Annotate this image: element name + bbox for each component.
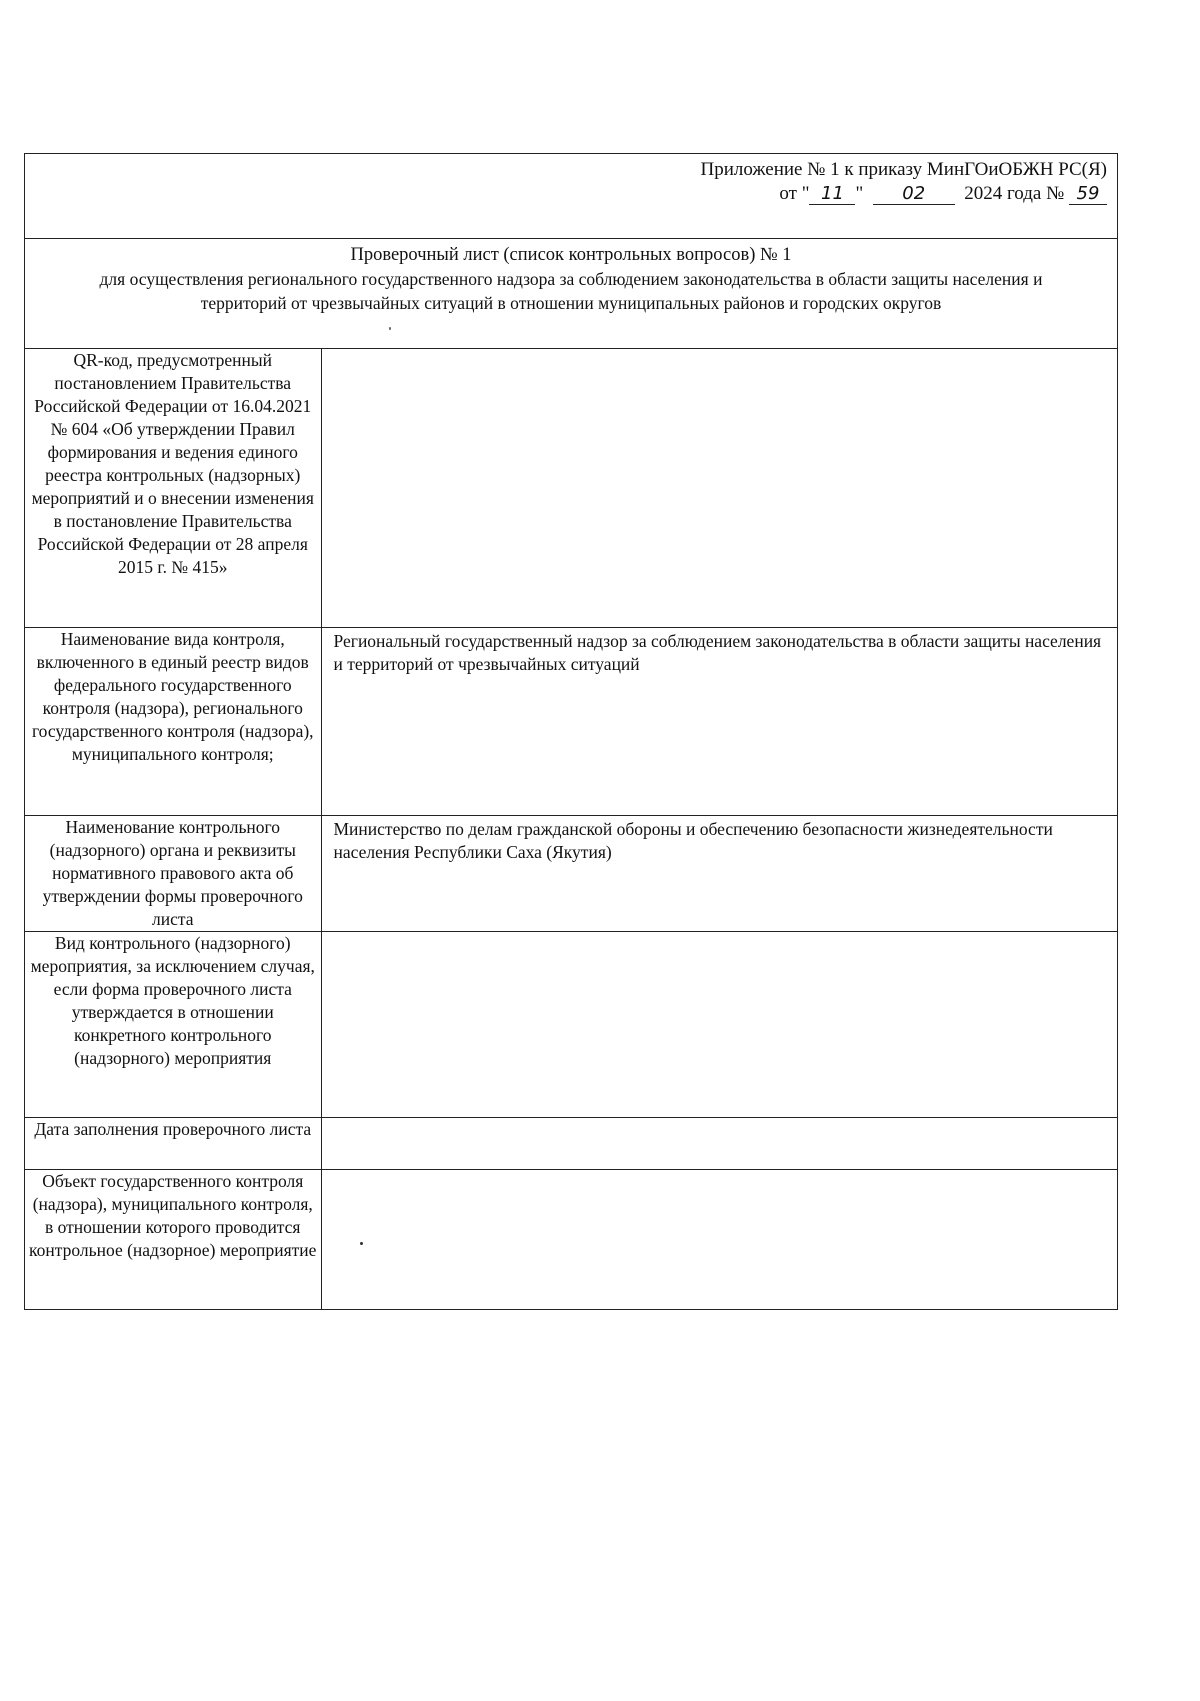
checklist-subtitle: для осуществления регионального государственного надзора за соблюдением законодательства в области защиты населения и территорий от чрезвычайных ситуаций в отношении муниципальных районов и городских округов — [99, 269, 1043, 313]
row-value-fill-date — [321, 1117, 1117, 1169]
handwritten-month: 02 — [873, 184, 955, 205]
checklist-title: Проверочный лист (список контрольных вопросов) № 1 — [350, 245, 792, 265]
appendix-line1: Приложение № 1 к приказу МинГОиОБЖН РС(Я) — [700, 159, 1107, 180]
row-label-authority: Наименование контрольного (надзорного) органа и реквизиты нормативного правового акта об утверждении формы проверочного листа — [25, 815, 321, 931]
row-label-event-type: Вид контрольного (надзорного) мероприятия, за исключением случая, если форма проверочного листа утверждается в отношении конкретного контрольного (надзорного) мероприятия — [25, 931, 321, 1117]
row-label-qr-code: QR-код, предусмотренный постановлением Правительства Российской Федерации от 16.04.2021 № 604 «Об утверждении Правил формирования и ведения единого реестра контрольных (надзорных) мероприятий и о внесении изменения в постановление Правительства Российской Федерации от 28 апреля 2015 г. № 415» — [25, 349, 321, 627]
table-row — [25, 1117, 1117, 1169]
form-frame — [24, 153, 1118, 1310]
table-row — [25, 1169, 1117, 1309]
row-label-fill-date: Дата заполнения проверочного листа — [25, 1117, 321, 1169]
handwritten-order-number: 59 — [1069, 184, 1107, 205]
appendix-line2 — [701, 182, 1108, 206]
table-row — [25, 931, 1117, 1117]
appendix-quote: " — [855, 183, 864, 204]
appendix-note — [701, 158, 1108, 206]
appendix-from-prefix: от " — [779, 183, 810, 204]
table-row — [25, 349, 1117, 627]
row-value-qr-code — [321, 349, 1117, 627]
row-label-control-object: Объект государственного контроля (надзора), муниципального контроля, в отношении которого проводится контрольное (надзорное) мероприятие — [25, 1169, 321, 1309]
row-value-control-object — [321, 1169, 1117, 1309]
row-value-event-type — [321, 931, 1117, 1117]
table-row — [25, 815, 1117, 931]
checklist-info-table — [25, 349, 1117, 1309]
row-value-control-type: Региональный государственный надзор за соблюдением законодательства в области защиты населения и территорий от чрезвычайных ситуаций — [321, 627, 1117, 815]
appendix-year-text: 2024 года № — [964, 183, 1065, 204]
checklist-title-block — [25, 239, 1117, 349]
table-row — [25, 627, 1117, 815]
scan-dot — [360, 1242, 363, 1245]
row-label-control-type: Наименование вида контроля, включенного в единый реестр видов федерального государственного контроля (надзора), регионального государственного контроля (надзора), муниципального контроля; — [25, 627, 321, 815]
row-value-authority: Министерство по делам гражданской обороны и обеспечению безопасности жизнедеятельности населения Республики Саха (Якутия) — [321, 815, 1117, 931]
handwritten-day: 11 — [809, 184, 855, 205]
appendix-header — [25, 154, 1117, 239]
scan-speck — [389, 327, 391, 330]
